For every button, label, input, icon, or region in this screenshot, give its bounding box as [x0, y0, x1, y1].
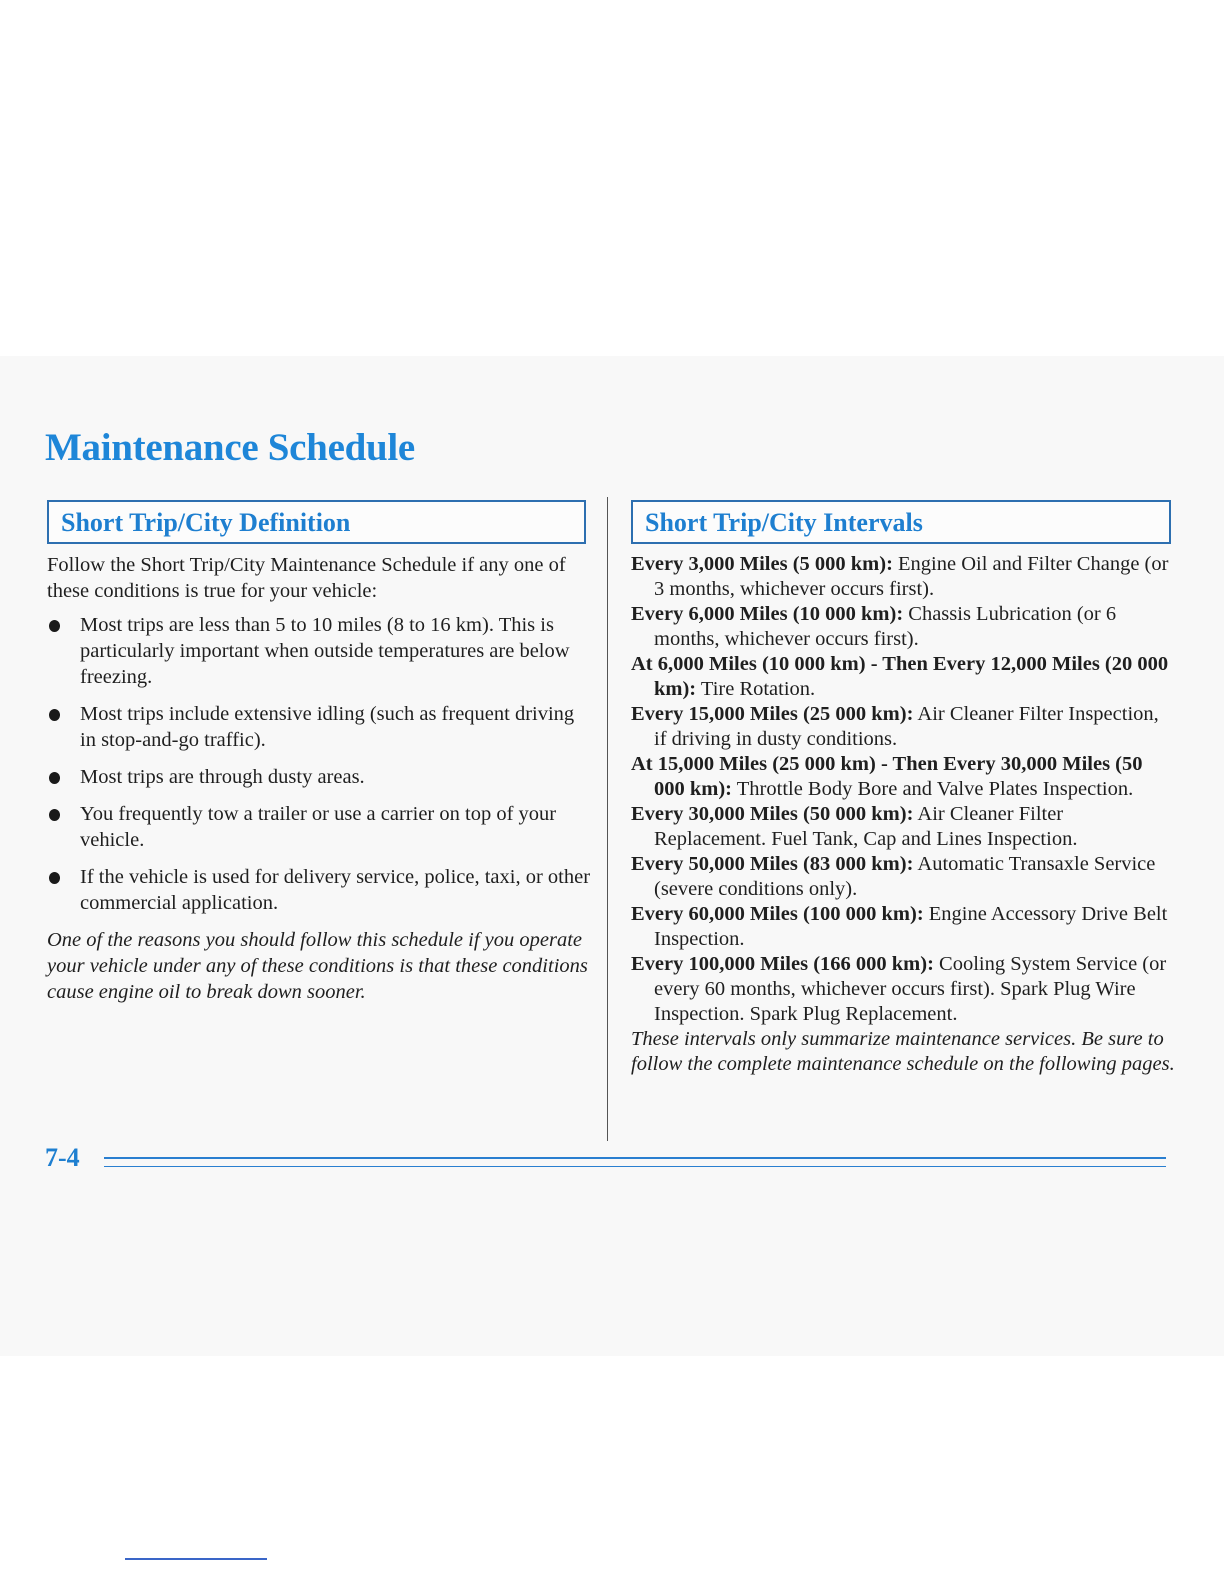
intervals-column [631, 552, 1176, 1077]
definition-heading-box: Short Trip/City Definition [47, 500, 586, 544]
page-number: 7-4 [45, 1143, 80, 1172]
list-item: If the vehicle is used for delivery service, police, taxi, or other commercial application. [47, 864, 592, 916]
page-title: Maintenance Schedule [45, 426, 415, 469]
scan-underline [125, 1558, 267, 1560]
bullet-icon [49, 872, 60, 884]
list-item: Most trips are less than 5 to 10 miles (8 to 16 km). This is particularly important when outside temperatures are below freezing. [47, 612, 592, 690]
bullet-icon [49, 809, 60, 821]
interval-item: Every 15,000 Miles (25 000 km): Air Cleaner Filter Inspection, if driving in dusty conditions. [631, 703, 1159, 750]
footer-rule [104, 1157, 1166, 1159]
intervals-note: These intervals only summarize maintenance services. Be sure to follow the complete maintenance schedule on the following pages. [631, 1028, 1175, 1075]
interval-item: Every 100,000 Miles (166 000 km): Cooling System Service (or every 60 months, whichever occurs first). Spark Plug Wire Inspection. Spark Plug Replacement. [631, 953, 1167, 1025]
list-item: You frequently tow a trailer or use a carrier on top of your vehicle. [47, 801, 592, 853]
interval-item: Every 30,000 Miles (50 000 km): Air Cleaner Filter Replacement. Fuel Tank, Cap and Lines Inspection. [631, 803, 1078, 850]
interval-item: Every 6,000 Miles (10 000 km): Chassis Lubrication (or 6 months, whichever occurs first). [631, 603, 1117, 650]
bullet-icon [49, 772, 60, 784]
list-item: Most trips are through dusty areas. [47, 764, 592, 790]
definition-column [47, 552, 592, 1005]
interval-item: Every 50,000 Miles (83 000 km): Automatic Transaxle Service (severe conditions only). [631, 853, 1156, 900]
column-divider [607, 497, 608, 1141]
interval-item: At 6,000 Miles (10 000 km) - Then Every 12,000 Miles (20 000 km): Tire Rotation. [631, 653, 1169, 700]
list-item: Most trips include extensive idling (such as frequent driving in stop-and-go traffic). [47, 701, 592, 753]
intervals-heading-box: Short Trip/City Intervals [631, 500, 1171, 544]
bullet-icon [49, 620, 60, 632]
condition-list [47, 612, 592, 916]
bullet-icon [49, 709, 60, 721]
interval-item: At 15,000 Miles (25 000 km) - Then Every 30,000 Miles (50 000 km): Throttle Body Bore and Valve Plates Inspection. [631, 753, 1143, 800]
definition-note: One of the reasons you should follow this schedule if you operate your vehicle under any of these conditions is that these conditions cause engine oil to break down sooner. [47, 929, 588, 1003]
definition-intro: Follow the Short Trip/City Maintenance Schedule if any one of these conditions is true for your vehicle: [47, 554, 566, 602]
interval-item: Every 60,000 Miles (100 000 km): Engine Accessory Drive Belt Inspection. [631, 903, 1168, 950]
interval-item: Every 3,000 Miles (5 000 km): Engine Oil and Filter Change (or 3 months, whichever occurs first). [631, 553, 1169, 600]
footer-rule-thin [104, 1166, 1166, 1167]
